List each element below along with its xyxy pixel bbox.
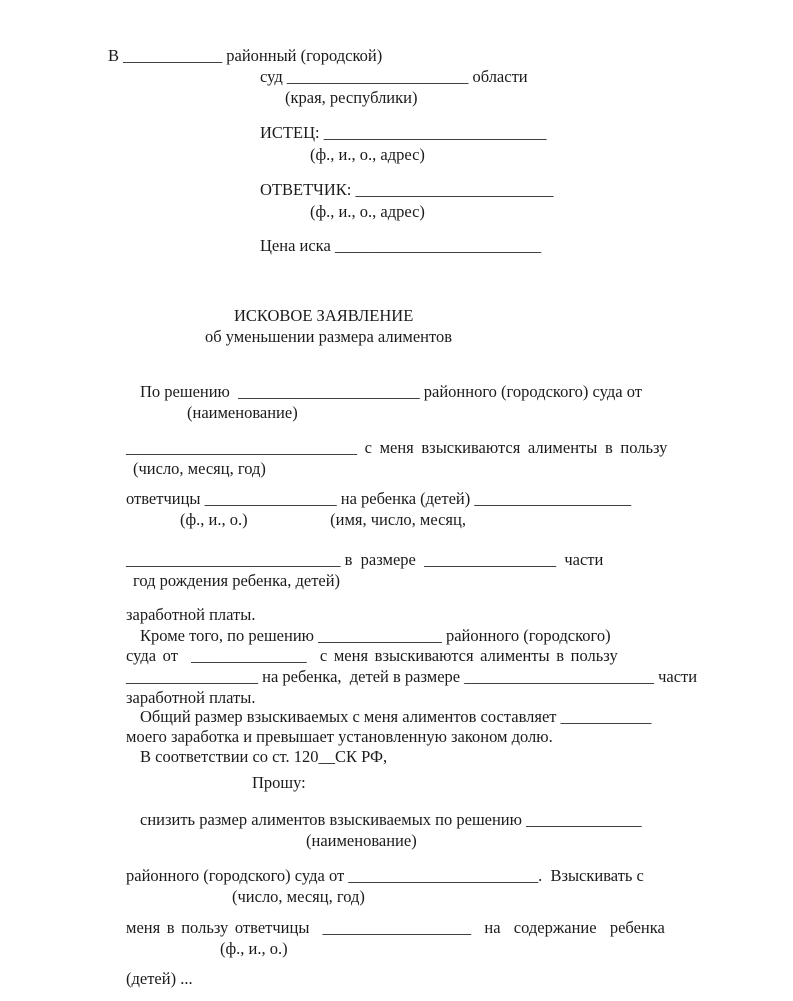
body-line-exceeds-share: моего заработка и превышает установленную законом долю. (126, 727, 553, 746)
body-line-request-reduce: снизить размер алиментов взыскиваемых по решению ______________ (140, 810, 642, 829)
court-line-1: В ____________ районный (городской) (108, 46, 383, 65)
body-line-defendant-child: ответчицы ________________ на ребенка (детей) ___________________ (126, 489, 632, 508)
body-line-total-amount: Общий размер взыскиваемых с меня алиментов составляет ___________ (140, 707, 652, 726)
body-line-salary-1: заработной платы. (126, 605, 256, 624)
note-child-birth-year: год рождения ребенка, детей) (133, 571, 341, 590)
body-line-statute-ref: В соответствии со ст. 120__СК РФ, (140, 747, 388, 766)
note-naimenovanie-2: (наименование) (306, 831, 417, 850)
request-word: Прошу: (252, 773, 306, 792)
court-line-2: суд ______________________ области (260, 67, 528, 86)
body-line-krome-togo: Кроме того, по решению _______________ районного (городского) (140, 626, 611, 645)
body-line-suda-ot: суда от ______________ с меня взыскиваются алименты в пользу (126, 646, 618, 665)
body-line-decision-1: По решению ______________________ районного (городского) суда от (140, 382, 642, 401)
note-fio-child: (ф., и., о.) (имя, число, месяц, (180, 510, 466, 529)
plaintiff-line: ИСТЕЦ: ___________________________ (260, 123, 547, 142)
note-date-1: (число, месяц, год) (133, 459, 266, 478)
plaintiff-note: (ф., и., о., адрес) (310, 145, 425, 164)
body-line-date-blank: ____________________________ с меня взыскиваются алименты в пользу (126, 438, 668, 457)
body-line-children-ellipsis: (детей) ... (126, 969, 193, 988)
court-region-note: (края, республики) (285, 88, 418, 107)
note-fio-2: (ф., и., о.) (220, 939, 288, 958)
defendant-line: ОТВЕТЧИК: ________________________ (260, 180, 554, 199)
document-subtitle: об уменьшении размера алиментов (205, 327, 453, 346)
defendant-note: (ф., и., о., адрес) (310, 202, 425, 221)
claim-price-line: Цена иска _________________________ (260, 236, 542, 255)
body-line-child-amount-2: ________________ на ребенка, детей в размере _______________________ части (126, 667, 698, 686)
body-line-amount-part: __________________________ в размере ________________ части (126, 550, 604, 569)
note-naimenovanie-1: (наименование) (187, 403, 298, 422)
body-line-salary-2: заработной платы. (126, 688, 256, 707)
document-title: ИСКОВОЕ ЗАЯВЛЕНИЕ (234, 306, 414, 325)
note-date-2: (число, месяц, год) (232, 887, 365, 906)
body-line-maintenance: меня в пользу ответчицы __________________ на содержание ребенка (126, 918, 665, 937)
body-line-collect-from: районного (городского) суда от _______________________. Взыскивать с (126, 866, 644, 885)
